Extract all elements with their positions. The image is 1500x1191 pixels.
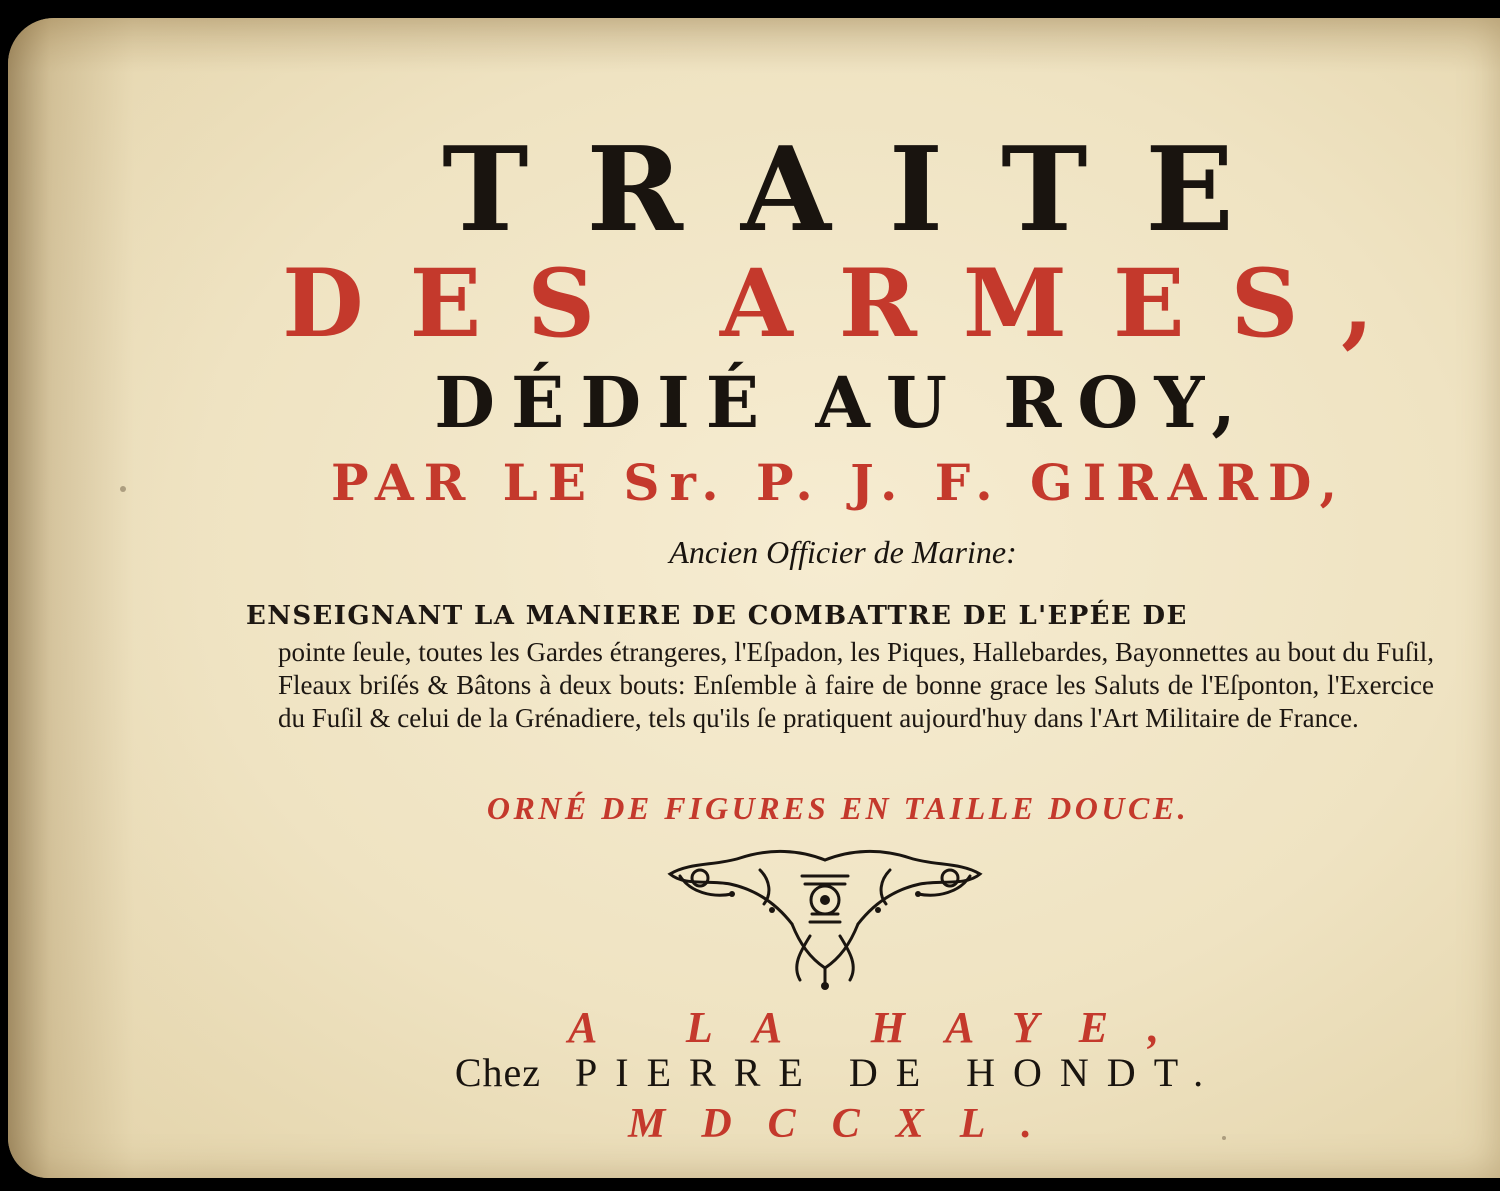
- description-lead: ENSEIGNANT LA MANIERE DE COMBATTRE DE L'EPÉE DE: [246, 601, 1188, 631]
- title-line-des-armes: DES ARMES,: [282, 249, 1420, 359]
- description-rest: pointe ſeule, toutes les Gardes étrangeres, l'Eſpadon, les Piques, Hallebardes, Bayonnettes au bout du Fuſil, Fleaux briſés & Bâtons à deux bouts: Enſemble à faire de bonne grace les Saluts de l'Eſponton, l'Exercice du Fuſil & celui de la Grénadiere, tels qu'ils ſe pratiquent aujourd'huy dans l'Art Militaire de France.: [278, 637, 1434, 733]
- printers-ornament-icon: [660, 840, 990, 990]
- imprint-publisher: [328, 1048, 1348, 1098]
- illustrations-note: ORNÉ DE FIGURES EN TAILLE DOUCE.: [486, 790, 1190, 826]
- imprint-year: MDCCXL.: [628, 1101, 1068, 1147]
- author-line: PAR LE Sr. P. J. F. GIRARD,: [330, 453, 1348, 512]
- imprint-place: A LA HAYE,: [568, 1003, 1200, 1052]
- title-line-traite: TRAITE: [442, 122, 1292, 258]
- title-page-text: [8, 18, 1500, 1178]
- publisher-prefix: Chez: [454, 1050, 542, 1095]
- dedication-line: DÉDIÉ AU ROY,: [434, 361, 1252, 444]
- author-office: Ancien Officier de Marine:: [669, 534, 1017, 570]
- publisher-name: PIERRE DE HONDT.: [575, 1050, 1222, 1095]
- title-page: [8, 18, 1500, 1178]
- description-paragraph: [246, 596, 1434, 735]
